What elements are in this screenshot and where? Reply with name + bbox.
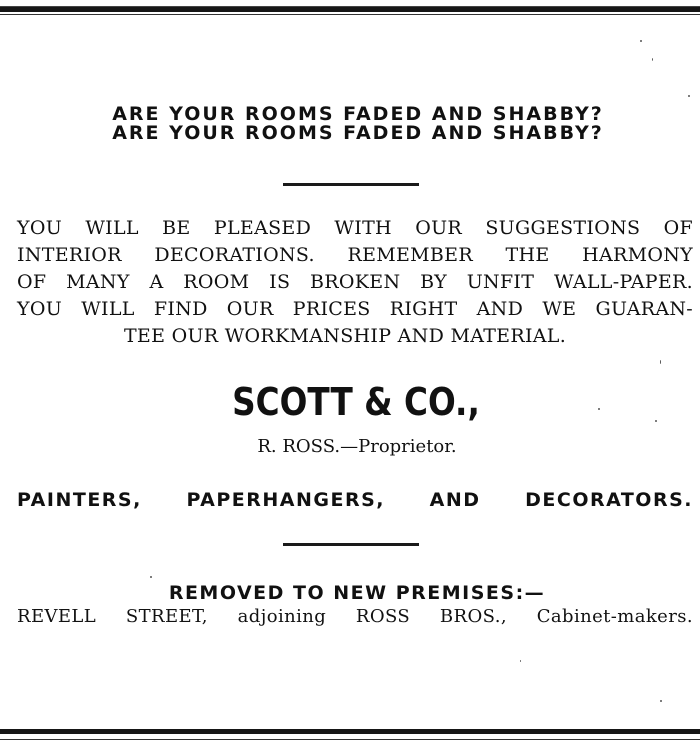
proprietor-line: R. ROSS.—Proprietor. [257,436,457,457]
body-line: INTERIOR DECORATIONS. REMEMBER THE HARMONY [17,244,693,266]
print-speck [655,420,657,422]
trades-line [17,488,693,512]
body-line: YOU WILL BE PLEASED WITH OUR SUGGESTIONS OF [17,217,693,239]
print-speck [660,360,661,364]
headline-line-2: ARE YOUR ROOMS FADED AND SHABBY? [112,122,604,144]
print-speck [640,40,642,42]
trade-word: PAPERHANGERS, [186,489,385,511]
divider-rule [283,183,419,186]
headline-line-1: ARE YOUR ROOMS FADED AND SHABBY? [112,103,604,125]
print-speck [598,408,600,410]
print-speck [520,660,521,662]
divider-rule [283,543,419,546]
bottom-border-thin-rule [0,739,700,740]
firm-name: SCOTT & CO., [232,380,480,424]
trade-word: DECORATORS. [525,489,693,511]
print-speck [660,700,662,702]
body-paragraph [17,215,693,350]
body-line: YOU WILL FIND OUR PRICES RIGHT AND WE GUARAN- [17,298,693,320]
trade-word: AND [429,489,481,511]
trade-word: PAINTERS, [17,489,142,511]
removed-heading: REMOVED TO NEW PREMISES:— [168,582,546,604]
print-speck [652,58,653,61]
bottom-border-rule [0,729,700,734]
body-line: OF MANY A ROOM IS BROKEN BY UNFIT WALL-PAPER. [17,271,693,293]
top-border-rule [0,6,700,12]
top-border-thin-rule [0,14,700,15]
address-line: REVELL STREET, adjoining ROSS BROS., Cabinet-makers. [17,606,693,627]
body-line: TEE OUR WORKMANSHIP AND MATERIAL. [123,325,567,347]
print-speck [688,95,690,97]
print-speck [150,576,152,578]
